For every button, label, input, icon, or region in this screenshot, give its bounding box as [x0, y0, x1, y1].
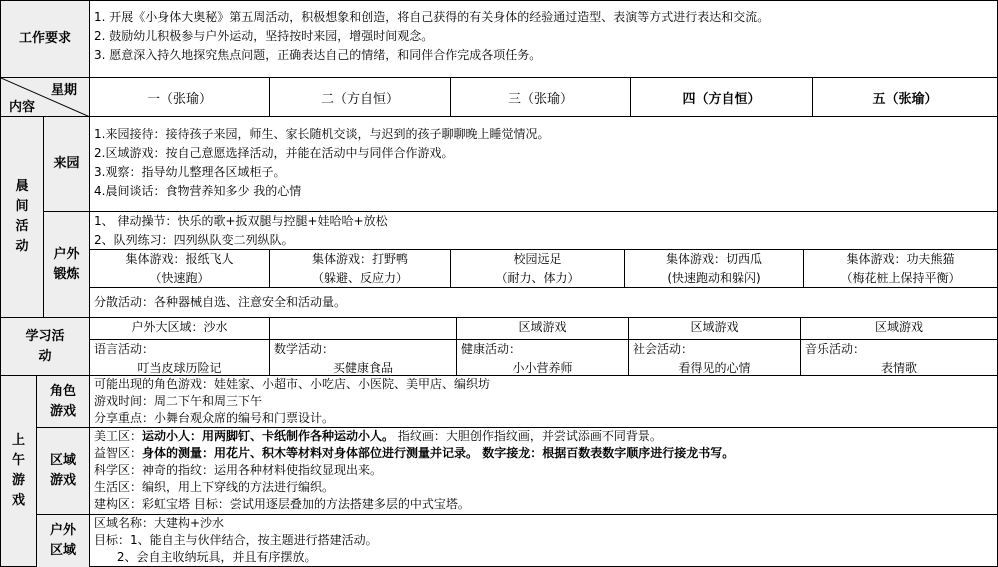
learning-area-mon: 户外大区域：沙水 — [90, 318, 270, 340]
learning-activity-tue — [270, 340, 457, 376]
outdoor-area-item: 2、会自主收纳玩具，并且有序摆放。 — [94, 550, 317, 564]
content-header-label: 内容 — [9, 100, 36, 115]
day-header-thu: 四（方自恒） — [631, 78, 813, 117]
outdoor-area-item: 目标：1、能自主与伙伴结合，按主题进行搭建活动。 — [94, 533, 378, 547]
area-game-item: 科学区：神奇的指纹：运用各种材料使指纹显现出来。 — [94, 463, 383, 477]
area-games-content — [90, 428, 998, 515]
day-header-fri: 五（张瑜） — [813, 78, 998, 117]
arrival-item: 3.观察：指导幼儿整理各区域柜子。 — [94, 165, 286, 179]
arrival-label: 来园 — [44, 117, 90, 212]
learning-activity-wed — [457, 340, 629, 376]
area-game-item: 生活区：编织，用上下穿线的方法进行编织。 — [94, 480, 335, 494]
outdoor-exercise-items — [90, 212, 998, 250]
free-activity: 分散活动：各种器械自选、注意安全和活动量。 — [90, 288, 998, 318]
art-area-bold: 运动小人：用两脚钉、卡纸制作各种运动小人。 — [142, 429, 395, 443]
role-play-item: 分享重点：小舞台观众席的编号和门票设计。 — [94, 411, 335, 425]
game-note: （快速跑） — [149, 271, 210, 285]
game-name: 集体游戏：功夫熊猫 — [846, 252, 955, 266]
outdoor-exercise-item: 2、队列练习：四列纵队变二列纵队。 — [94, 233, 294, 247]
learning-area-tue — [270, 318, 457, 340]
outdoor-exercise-item: 1、 律动操节：快乐的歌+扳双腿与控腿+娃哈哈+放松 — [94, 214, 388, 228]
outdoor-game-wed — [451, 250, 625, 288]
day-header-tue: 二（方自恒） — [270, 78, 451, 117]
outdoor-area-item: 区域名称：大建构+沙水 — [94, 516, 225, 530]
learning-area-wed: 区域游戏 — [457, 318, 629, 340]
day-header-mon: 一（张瑜） — [90, 78, 270, 117]
role-play-content — [90, 376, 998, 428]
activity-type: 音乐活动： — [805, 342, 866, 356]
puzzle-area-prefix: 益智区： — [94, 446, 143, 460]
game-name: 校园远足 — [513, 252, 562, 266]
arrival-content — [90, 117, 998, 212]
activity-name: 叮当皮球历险记 — [137, 361, 222, 375]
learning-activities-label: 学习活动 — [1, 318, 90, 376]
game-name: 集体游戏：切西瓜 — [665, 252, 762, 266]
activity-name: 表情歌 — [880, 361, 917, 375]
game-note: （耐力、体力） — [495, 271, 580, 285]
arrival-item: 4.晨间谈话：食物营养知多少 我的心情 — [94, 184, 302, 198]
arrival-item: 1.来园接待：接待孩子来园，师生、家长随机交谈，与迟到的孩子聊聊晚上睡觉情况。 — [94, 127, 550, 141]
header-corner — [1, 78, 90, 117]
morning-activities-label: 晨间活动 — [1, 117, 44, 318]
game-note: （躲避、反应力） — [311, 271, 408, 285]
work-requirements-label: 工作要求 — [1, 1, 90, 78]
role-play-label: 角色游戏 — [37, 376, 90, 428]
learning-activity-fri — [801, 340, 998, 376]
activity-type: 社会活动： — [633, 342, 694, 356]
work-requirement-item: 1. 开展《小身体大奥秘》第五周活动，积极想象和创造，将自己获得的有关身体的经验通过造型、表演等方式进行表达和交流。 — [94, 10, 770, 24]
learning-area-thu: 区域游戏 — [629, 318, 801, 340]
learning-activity-mon — [90, 340, 270, 376]
outdoor-game-fri — [804, 250, 998, 288]
activity-type: 数学活动： — [274, 342, 335, 356]
learning-area-fri: 区域游戏 — [801, 318, 998, 340]
game-name: 集体游戏：打野鸭 — [311, 252, 408, 266]
outdoor-area-label: 户外区域 — [37, 515, 90, 567]
outdoor-game-thu — [625, 250, 804, 288]
art-area-prefix: 美工区： — [94, 429, 143, 443]
work-requirements-list — [90, 1, 998, 78]
role-play-item: 可能出现的角色游戏：娃娃家、小超市、小吃店、小医院、美甲店、编织坊 — [94, 377, 491, 391]
game-name: 集体游戏：报纸飞人 — [125, 252, 234, 266]
activity-name: 买健康食品 — [332, 361, 393, 375]
learning-activity-thu — [629, 340, 801, 376]
area-games-label: 区域游戏 — [37, 428, 90, 515]
activity-type: 语言活动： — [94, 342, 155, 356]
puzzle-area-line — [90, 445, 997, 462]
game-note: （梅花桩上保持平衡） — [840, 271, 961, 285]
activity-type: 健康活动： — [461, 342, 522, 356]
role-play-item: 游戏时间：周二下午和周三下午 — [94, 394, 263, 408]
day-header-wed: 三（张瑜） — [451, 78, 631, 117]
am-games-label: 上午游戏 — [1, 376, 37, 567]
arrival-item: 2.区域游戏：按自己意愿选择活动，并能在活动中与同伴合作游戏。 — [94, 146, 454, 160]
outdoor-exercise-label: 户外锻炼 — [44, 212, 90, 318]
work-requirement-item: 2. 鼓励幼儿积极参与户外运动，坚持按时来园，增强时间观念。 — [94, 29, 434, 43]
activity-name: 看得见的心情 — [678, 361, 751, 375]
art-area-line — [90, 428, 997, 445]
outdoor-game-tue — [270, 250, 451, 288]
outdoor-area-content — [90, 515, 998, 567]
work-requirement-item: 3. 愿意深入持久地探究焦点问题，正确表达自己的情绪，和同伴合作完成各项任务。 — [94, 48, 542, 62]
art-area-rest: 指纹画：大胆创作指纹画，并尝试添画不同背景。 — [394, 429, 662, 443]
area-game-item: 建构区：彩虹宝塔 目标：尝试用逐层叠加的方法搭建多层的中式宝塔。 — [94, 497, 470, 511]
activity-name: 小小营养师 — [512, 361, 573, 375]
outdoor-game-mon — [90, 250, 270, 288]
puzzle-area-bold: 身体的测量：用花片、积木等材料对身体部位进行测量并记录。 数字接龙：根据百数表数字顺序进行接龙书写。 — [142, 446, 735, 460]
weekday-header-label: 星期 — [50, 83, 77, 98]
game-note: (快速跑动和躲闪) — [667, 271, 761, 285]
